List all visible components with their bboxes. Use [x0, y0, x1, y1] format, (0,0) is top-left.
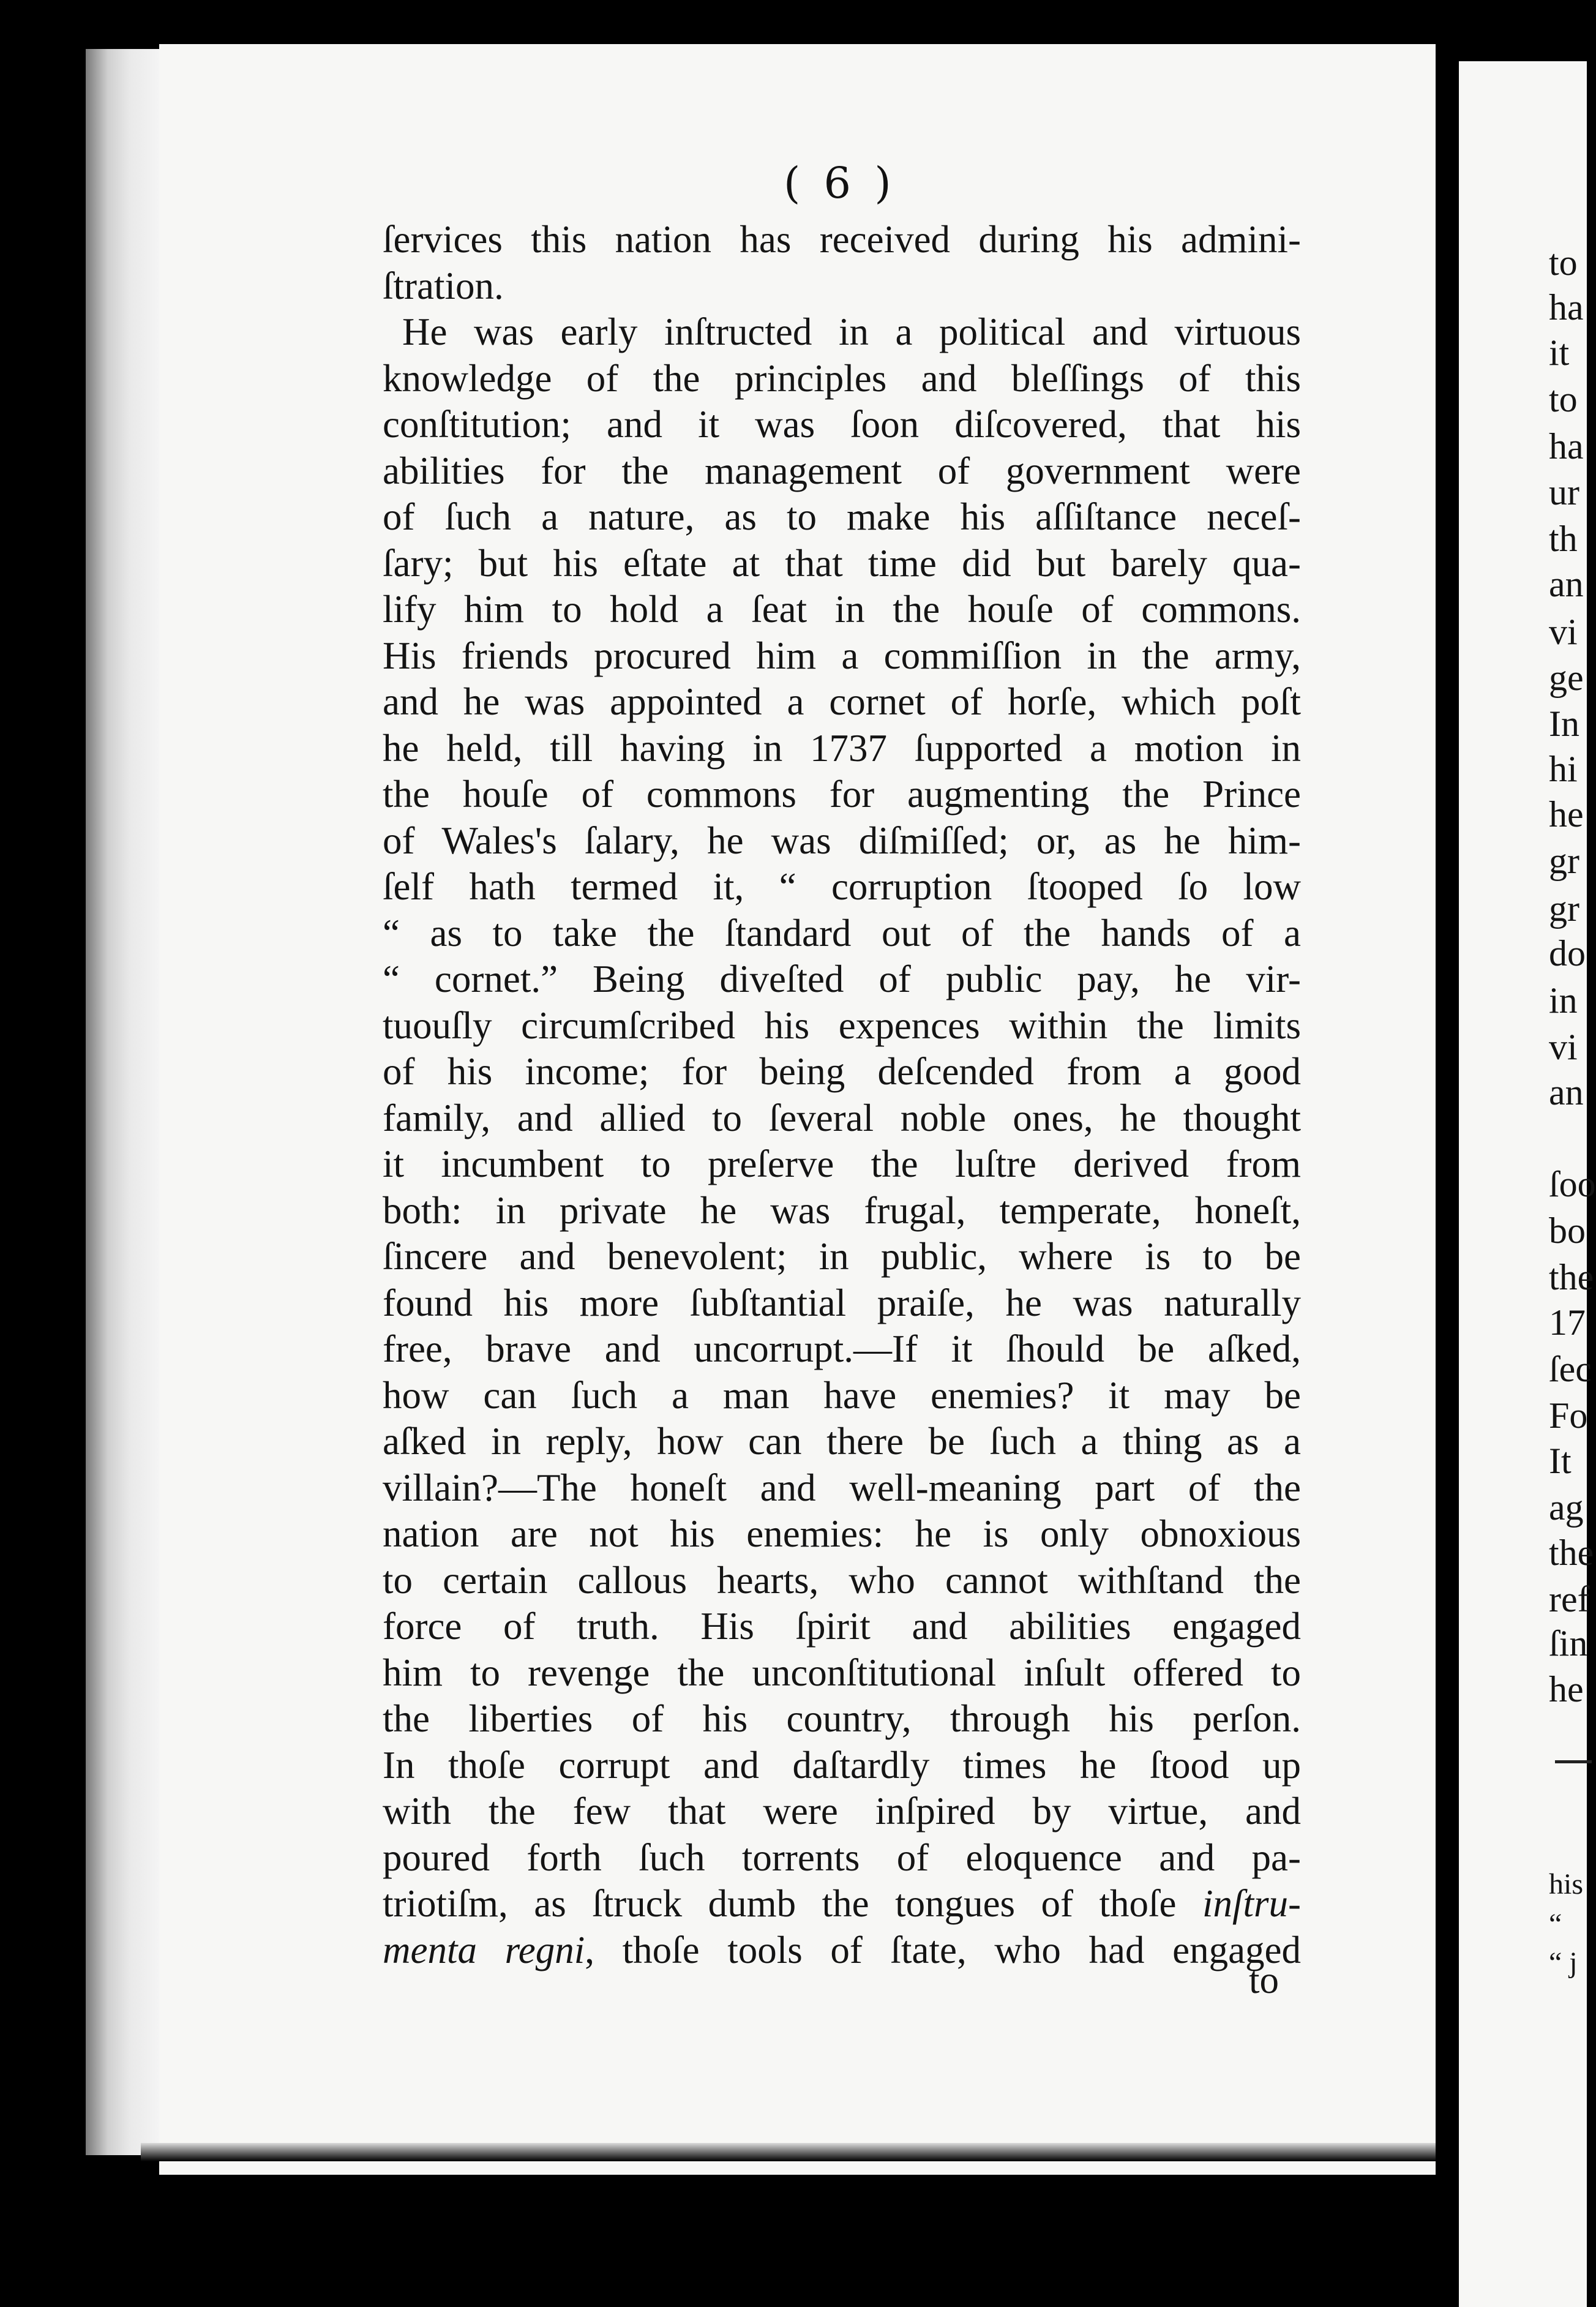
text-line: the liberties of his country, through his perſon.	[383, 1697, 1301, 1740]
text-line: it incumbent to preſerve the luſtre derived from	[383, 1142, 1301, 1185]
facing-page-fragment: bo	[1549, 1210, 1586, 1251]
facing-page-fragment: gr	[1549, 888, 1579, 929]
text-line: to certain callous hearts, who cannot withſtand the	[383, 1558, 1301, 1602]
text-line: of Wales's ſalary, he was diſmiſſed; or, as he him-	[383, 819, 1301, 862]
facing-page-fragment: th	[1549, 519, 1578, 559]
facing-page-fragment: ref	[1549, 1579, 1590, 1619]
text-line: “ as to take the ſtandard out of the hands of a	[383, 911, 1301, 955]
footnote-rule	[1555, 1760, 1592, 1763]
facing-page-fragment: Fo	[1549, 1395, 1588, 1436]
facing-page-fragment: the	[1549, 1257, 1594, 1297]
italic-phrase: menta regni	[383, 1928, 585, 1971]
text-line: he held, till having in 1737 ſupported a motion in	[383, 726, 1301, 770]
facing-page-fragment: ag	[1549, 1487, 1584, 1528]
text-line: ſervices this nation has received during his admini-	[383, 218, 1301, 261]
facing-page-fragment: ha	[1549, 426, 1584, 467]
facing-page-fragment: vi	[1549, 612, 1578, 652]
text-line: ſincere and benevolent; in public, where is to be	[383, 1235, 1301, 1278]
page-edge-shadow	[86, 49, 159, 2155]
facing-page-fragment: to	[1549, 242, 1578, 283]
facing-page-fragment: ha	[1549, 287, 1584, 328]
page-bottom-shadow	[141, 2143, 1439, 2161]
book-gutter	[1436, 37, 1459, 2241]
text-line: of ſuch a nature, as to make his aſſiſtance neceſ-	[383, 495, 1301, 538]
facing-page-fragment: “ j	[1549, 1946, 1578, 1979]
text-line: aſked in reply, how can there be ſuch a thing as a	[383, 1420, 1301, 1463]
facing-page-fragment: he	[1549, 794, 1584, 835]
facing-page-fragment: his	[1549, 1868, 1584, 1900]
text-line: “ cornet.” Being diveſted of public pay, he vir-	[383, 958, 1301, 1000]
facing-page-fragment: ſoo	[1549, 1164, 1596, 1204]
text-line: him to revenge the unconſtitutional inſult offered to	[383, 1651, 1301, 1694]
text-line: of his income; for being deſcended from a good	[383, 1050, 1301, 1093]
facing-page-fragment: “	[1549, 1908, 1562, 1940]
text-line: force of truth. His ſpirit and abilities engaged	[383, 1605, 1301, 1648]
text-line: family, and allied to ſeveral noble ones, he thought	[383, 1096, 1301, 1139]
text-line: and he was appointed a cornet of horſe, which poſt	[383, 680, 1301, 723]
facing-page-fragment: It	[1549, 1441, 1572, 1481]
text-line: nation are not his enemies: he is only obnoxious	[383, 1512, 1301, 1555]
text-line: villain?—The honeſt and well-meaning part of the	[383, 1466, 1301, 1509]
facing-page-fragment: do	[1549, 933, 1586, 973]
text-line	[383, 1881, 1301, 1927]
facing-page-fragment: vi	[1549, 1027, 1578, 1067]
facing-page-fragment: In	[1549, 703, 1579, 744]
text-line: lify him to hold a ſeat in the houſe of commons.	[383, 588, 1301, 631]
text-line: ſary; but his eſtate at that time did but barely qua-	[383, 541, 1301, 585]
text-line: conſtitution; and it was ſoon diſcovered, that his	[383, 403, 1301, 446]
facing-page-fragment: to	[1549, 379, 1578, 419]
facing-page-fragment: it	[1549, 332, 1570, 373]
text-line: the houſe of commons for augmenting the Prince	[383, 773, 1301, 816]
text-line: In thoſe corrupt and daſtardly times he ſtood up	[383, 1743, 1301, 1787]
text-line: His friends procured him a commiſſion in the army,	[383, 634, 1301, 677]
facing-page-fragment: hi	[1549, 749, 1578, 789]
text-line: tuouſly circumſcribed his expences within the limits	[383, 1003, 1301, 1047]
facing-page-fragment: ſec	[1549, 1349, 1592, 1389]
text-line: how can ſuch a man have enemies? it may be	[383, 1373, 1301, 1417]
text-line	[383, 1927, 1301, 1974]
page-number: ( 6 )	[784, 158, 896, 208]
text-line-start: triotiſm, as ſtruck dumb the tongues of thoſe	[383, 1882, 1202, 1925]
facing-page-fragment: ur	[1549, 472, 1579, 512]
facing-page-fragment: 17	[1549, 1302, 1586, 1343]
catchword: to	[1249, 1959, 1279, 2001]
text-line: He was early inſtructed in a political and virtuous	[402, 310, 1301, 353]
text-line: found his more ſubſtantial praiſe, he was naturally	[383, 1281, 1301, 1324]
facing-page-fragment: an	[1549, 1072, 1584, 1112]
body-text	[383, 217, 1301, 1973]
facing-page-fragment: gr	[1549, 841, 1579, 881]
text-line: poured forth ſuch torrents of eloquence and pa-	[383, 1836, 1301, 1879]
facing-page-fragment: he	[1549, 1669, 1584, 1709]
facing-page-fragment: ſin	[1549, 1623, 1588, 1664]
text-line: with the few that were inſpired by virtue, and	[383, 1790, 1301, 1832]
text-line: free, brave and uncorrupt.—If it ſhould be aſked,	[383, 1327, 1301, 1370]
text-line-end: , thoſe tools of ſtate, who had engaged	[585, 1928, 1301, 1971]
facing-page-fragment: an	[1549, 564, 1584, 604]
text-line: ſelf hath termed it, “ corruption ſtooped ſo low	[383, 865, 1301, 908]
text-line: both: in private he was frugal, temperate, honeſt,	[383, 1188, 1301, 1232]
facing-page-fragment: in	[1549, 980, 1578, 1021]
facing-page-fragment: ge	[1549, 658, 1584, 698]
text-line: ſtration.	[383, 264, 504, 307]
text-line: knowledge of the principles and bleſſings of this	[383, 356, 1301, 400]
text-line: abilities for the management of government were	[383, 449, 1301, 492]
italic-phrase: inſtru-	[1202, 1882, 1301, 1925]
facing-page-fragment: the	[1549, 1532, 1594, 1573]
